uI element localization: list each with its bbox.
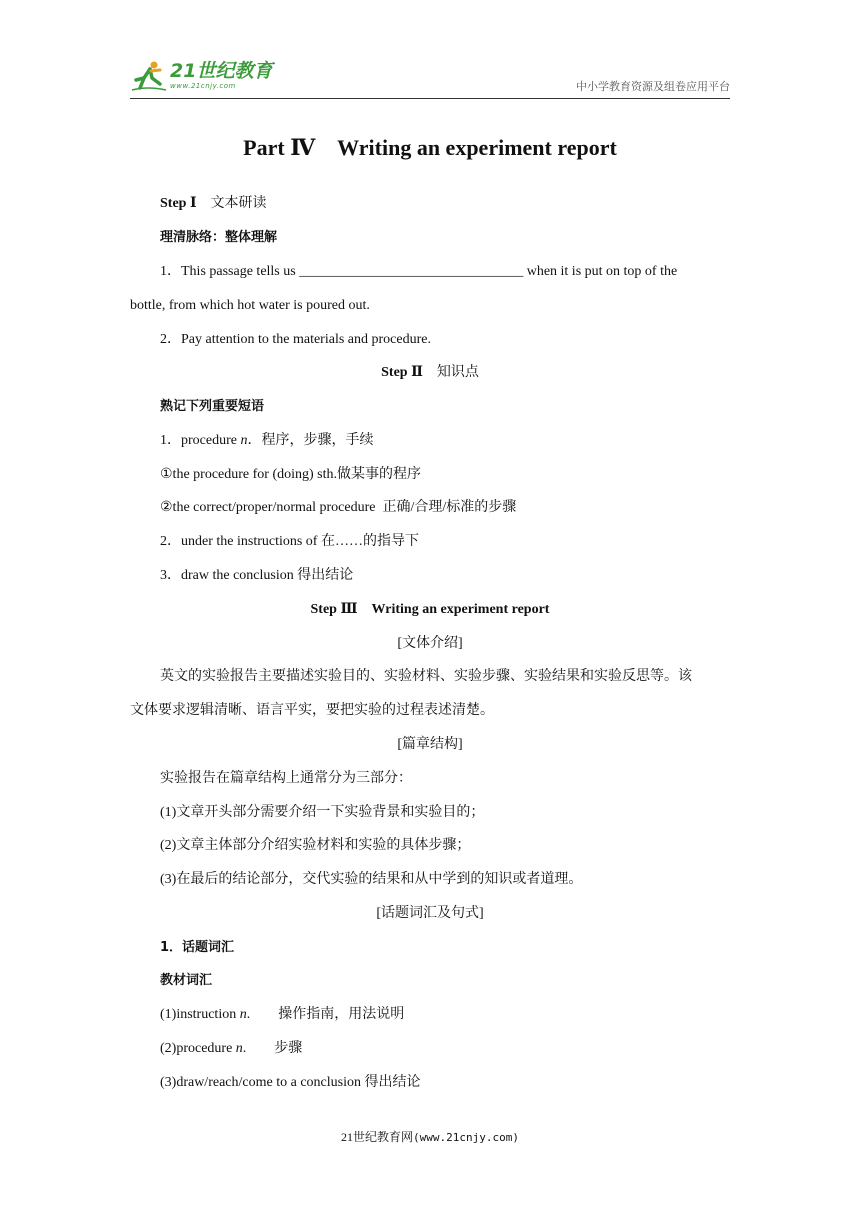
- step1-label: Step Ⅰ: [160, 196, 197, 211]
- step1-item1-line1: 1．This passage tells us ________________________________ when it is put on top of the: [160, 264, 678, 279]
- step2-item1: [160, 431, 373, 451]
- step3-heading: Step Ⅲ Writing an experiment report: [310, 602, 550, 617]
- step2-item1-example2: ②the correct/proper/normal procedure 正确/合理/标准的步骤: [160, 500, 517, 515]
- section-vocab-sub1: 1．话题词汇: [160, 940, 235, 955]
- section-genre-title: [文体介绍]: [397, 636, 463, 651]
- vocab-item2: [160, 1039, 302, 1059]
- footer-site-name: 21世纪教育网: [341, 1130, 414, 1144]
- page-title: Part Ⅳ Writing an experiment report: [243, 135, 617, 160]
- step1-subheading: 理清脉络：整体理解: [160, 230, 278, 245]
- footer-url: (www.21cnjy.com): [413, 1131, 519, 1144]
- section-genre-para-line2: 文体要求逻辑清晰、语言平实，要把实验的过程表述清楚。: [130, 703, 494, 718]
- step1-item2: 2．Pay attention to the materials and procedure.: [160, 332, 431, 347]
- step1-heading: [160, 194, 267, 214]
- step2-item3: 3．draw the conclusion 得出结论: [160, 568, 354, 583]
- step2-item1-pos: n: [240, 433, 248, 448]
- vocab-item1-pos: n: [239, 1007, 247, 1022]
- page-footer: [0, 1128, 860, 1145]
- vocab-item1-meaning: . 操作指南，用法说明: [246, 1007, 405, 1022]
- vocab-item2-meaning: . 步骤: [242, 1041, 303, 1056]
- logo-url-text: www.21cnjy.com: [170, 82, 236, 90]
- step2-subheading: 熟记下列重要短语: [160, 399, 265, 414]
- section-vocab-sub2: 教材词汇: [160, 973, 213, 988]
- vocab-item1: [160, 1005, 404, 1025]
- runner-logo-icon: [130, 60, 168, 92]
- section-vocab-title: [话题词汇及句式]: [376, 906, 484, 921]
- logo-main-text: 21世纪教育: [170, 60, 273, 82]
- section-genre-para-line1: 英文的实验报告主要描述实验目的、实验材料、实验步骤、实验结果和实验反思等。该: [160, 669, 692, 684]
- step2-title: 知识点: [422, 365, 479, 380]
- section-structure-intro: 实验报告在篇章结构上通常分为三部分：: [160, 771, 412, 786]
- vocab-item3: (3)draw/reach/come to a conclusion 得出结论: [160, 1075, 421, 1090]
- logo: [130, 60, 272, 96]
- step1-title: 文本研读: [196, 196, 267, 211]
- vocab-item1-word: (1)instruction: [160, 1007, 240, 1022]
- step2-item1-meaning: ．程序，步骤，手续: [247, 433, 374, 448]
- step2-label: Step Ⅱ: [381, 365, 423, 380]
- step2-item1-word: 1．procedure: [160, 433, 241, 448]
- page-header: [130, 58, 730, 99]
- vocab-item2-word: (2)procedure: [160, 1041, 236, 1056]
- step1-item1-line2: bottle, from which hot water is poured out.: [130, 298, 370, 313]
- section-structure-title: [篇章结构]: [397, 737, 463, 752]
- step2-heading: [0, 363, 860, 383]
- platform-tagline: 中小学教育资源及组卷应用平台: [576, 80, 730, 93]
- step2-item1-example1: ①the procedure for (doing) sth.做某事的程序: [160, 467, 421, 482]
- section-structure-item3: (3)在最后的结论部分，交代实验的结果和从中学到的知识或者道理。: [160, 872, 583, 887]
- section-structure-item2: (2)文章主体部分介绍实验材料和实验的具体步骤；: [160, 838, 471, 853]
- step2-item2: 2．under the instructions of 在……的指导下: [160, 534, 419, 549]
- vocab-item2-pos: n: [235, 1041, 243, 1056]
- section-structure-item1: (1)文章开头部分需要介绍一下实验背景和实验目的；: [160, 805, 485, 820]
